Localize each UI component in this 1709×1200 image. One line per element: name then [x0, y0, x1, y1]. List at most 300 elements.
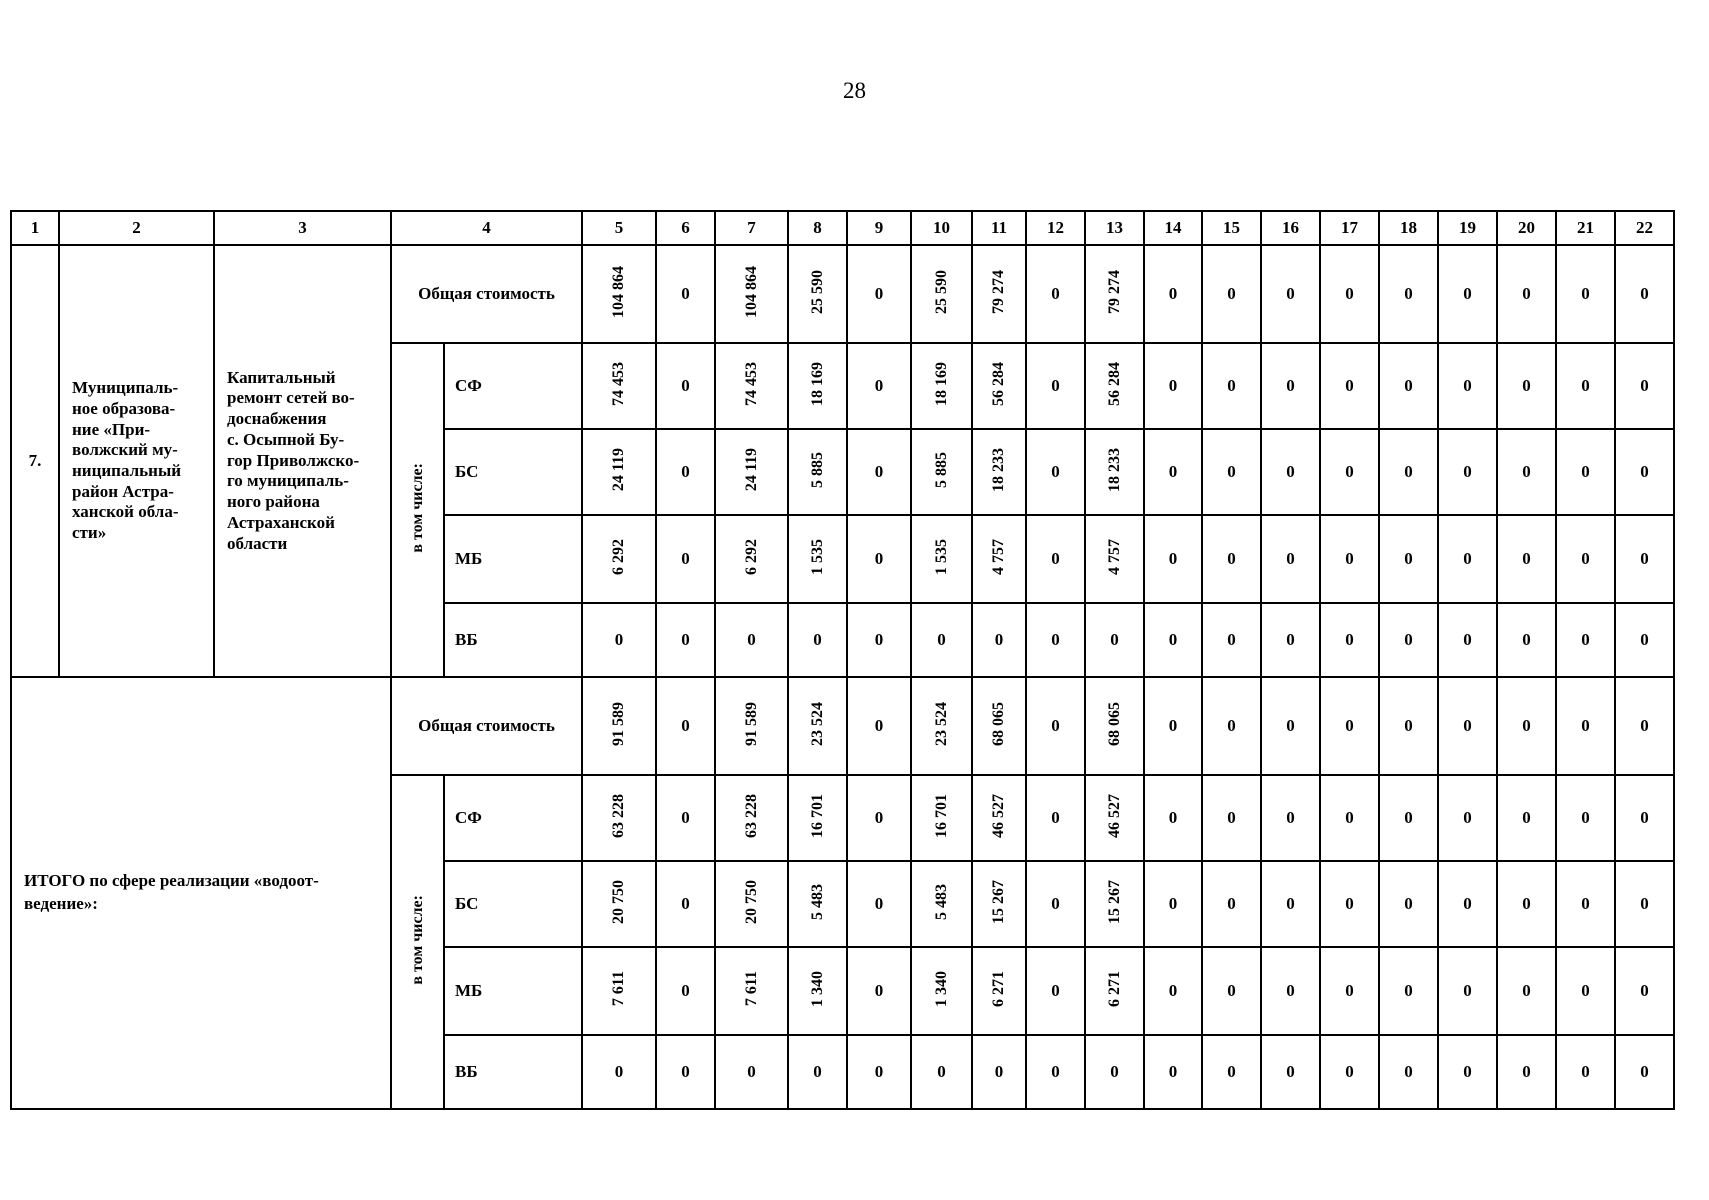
cell-value: 4 757	[1105, 538, 1123, 575]
including-label-cell	[391, 775, 444, 1109]
cell-value: 0	[1463, 284, 1472, 303]
value-cell	[1261, 861, 1320, 947]
value-cell	[1085, 677, 1144, 775]
cell-value: 0	[1640, 376, 1649, 395]
value-cell	[656, 1035, 715, 1109]
cell-value: 0	[1227, 981, 1236, 1000]
funding-source-label: БС	[444, 429, 582, 515]
column-header: 10	[911, 211, 972, 245]
value-cell	[1556, 429, 1615, 515]
value-cell	[582, 1035, 656, 1109]
value-cell	[1379, 343, 1438, 429]
value-cell	[1026, 861, 1085, 947]
value-cell	[1144, 245, 1202, 343]
value-cell	[715, 515, 788, 603]
cell-value: 0	[874, 376, 884, 395]
cell-value: 0	[1345, 1062, 1354, 1081]
value-cell	[1320, 603, 1379, 677]
value-cell	[1085, 515, 1144, 603]
cell-value: 6 271	[990, 970, 1007, 1007]
cell-value: 0	[1581, 981, 1590, 1000]
value-cell	[1085, 1035, 1144, 1109]
value-cell	[788, 947, 847, 1035]
cell-value: 0	[1286, 716, 1295, 735]
value-cell	[788, 515, 847, 603]
value-cell	[1615, 861, 1674, 947]
value-cell	[1085, 603, 1144, 677]
value-cell	[1556, 775, 1615, 861]
page-number: 28	[843, 78, 866, 103]
cell-value: 0	[1168, 981, 1178, 1000]
value-cell	[1144, 343, 1202, 429]
value-cell	[1026, 343, 1085, 429]
cell-value: 0	[1051, 549, 1060, 568]
value-cell	[582, 603, 656, 677]
cell-value: 0	[1463, 1062, 1472, 1081]
value-cell	[847, 1035, 911, 1109]
value-cell	[1497, 1035, 1556, 1109]
value-cell	[1556, 861, 1615, 947]
column-header: 20	[1497, 211, 1556, 245]
cell-value: 0	[1640, 462, 1649, 481]
value-cell	[1202, 677, 1261, 775]
value-cell	[1438, 429, 1497, 515]
value-cell	[788, 861, 847, 947]
funding-source-label: ВБ	[444, 603, 582, 677]
column-header: 5	[582, 211, 656, 245]
cell-value: 0	[1404, 716, 1413, 735]
cell-value: 0	[1286, 462, 1295, 481]
cell-value: 0	[1640, 894, 1649, 913]
cell-value: 0	[1286, 808, 1295, 827]
value-cell	[1379, 515, 1438, 603]
cell-value: 104 864	[742, 265, 760, 318]
cell-value: 0	[1051, 808, 1060, 827]
value-cell	[1497, 677, 1556, 775]
cell-value: 0	[1522, 808, 1531, 827]
cell-value: 0	[681, 376, 690, 395]
funding-source-label: МБ	[444, 515, 582, 603]
value-cell	[715, 775, 788, 861]
cell-value: 0	[1286, 894, 1295, 913]
value-cell	[1438, 677, 1497, 775]
cell-value: 0	[1581, 630, 1590, 649]
value-cell	[847, 515, 911, 603]
cell-value: 0	[1463, 981, 1472, 1000]
cell-value: 23 524	[808, 701, 826, 746]
cell-value: 0	[1168, 462, 1178, 481]
cell-value: 0	[1345, 716, 1354, 735]
value-cell	[1085, 245, 1144, 343]
value-cell	[1497, 775, 1556, 861]
value-cell	[1144, 429, 1202, 515]
cell-value: 0	[1404, 894, 1413, 913]
cell-value: 0	[1640, 630, 1649, 649]
value-cell	[1261, 343, 1320, 429]
cell-value: 0	[1581, 549, 1590, 568]
column-header: 13	[1085, 211, 1144, 245]
value-cell	[1261, 1035, 1320, 1109]
total-cost-label: Общая стоимость	[391, 245, 582, 343]
value-cell	[911, 861, 972, 947]
value-cell	[1261, 677, 1320, 775]
cell-value: 0	[1404, 462, 1413, 481]
cell-value: 0	[1227, 549, 1236, 568]
cell-value: 0	[1168, 284, 1178, 303]
value-cell	[1202, 947, 1261, 1035]
value-cell	[847, 603, 911, 677]
value-cell	[1320, 1035, 1379, 1109]
cell-value: 0	[1404, 981, 1413, 1000]
value-cell	[1438, 1035, 1497, 1109]
value-cell	[582, 343, 656, 429]
cell-value: 0	[1286, 284, 1295, 303]
cell-value: 0	[1227, 462, 1236, 481]
cell-value: 0	[874, 981, 884, 1000]
funding-source-label: БС	[444, 861, 582, 947]
value-cell	[1144, 515, 1202, 603]
cell-value: 0	[1522, 894, 1531, 913]
cell-value: 20 750	[742, 879, 760, 924]
value-cell	[715, 1035, 788, 1109]
value-cell	[1556, 515, 1615, 603]
cell-value: 4 757	[990, 538, 1007, 575]
cell-value: 0	[994, 630, 1004, 649]
cell-value: 1 535	[932, 538, 950, 575]
cell-value: 5 483	[932, 883, 950, 920]
cell-value: 0	[1345, 630, 1354, 649]
column-header: 19	[1438, 211, 1497, 245]
value-cell	[656, 947, 715, 1035]
value-cell	[1320, 429, 1379, 515]
value-cell	[1085, 775, 1144, 861]
cell-value: 5 885	[932, 451, 950, 488]
cell-value: 0	[1110, 1062, 1119, 1081]
cell-value: 0	[994, 1062, 1004, 1081]
total-cost-label: Общая стоимость	[391, 677, 582, 775]
cell-value: 0	[1581, 284, 1590, 303]
value-cell	[1379, 775, 1438, 861]
value-cell	[1497, 603, 1556, 677]
cell-value: 0	[1168, 716, 1178, 735]
value-cell	[788, 429, 847, 515]
value-cell	[1497, 343, 1556, 429]
cell-value: 5 885	[808, 451, 826, 488]
value-cell	[1320, 861, 1379, 947]
value-cell	[911, 603, 972, 677]
value-cell	[656, 775, 715, 861]
value-cell	[788, 677, 847, 775]
value-cell	[1556, 343, 1615, 429]
cell-value: 0	[1522, 376, 1531, 395]
column-header: 6	[656, 211, 715, 245]
value-cell	[911, 343, 972, 429]
cell-value: 0	[1286, 376, 1295, 395]
value-cell	[1379, 245, 1438, 343]
value-cell	[1497, 947, 1556, 1035]
cell-value: 0	[813, 1062, 822, 1081]
cell-value: 0	[1581, 716, 1590, 735]
cell-value: 0	[681, 716, 690, 735]
cell-value: 0	[1168, 1062, 1178, 1081]
value-cell	[1026, 677, 1085, 775]
value-cell	[972, 1035, 1026, 1109]
column-header: 2	[59, 211, 214, 245]
cell-value: 0	[1051, 716, 1060, 735]
value-cell	[847, 245, 911, 343]
value-cell	[1320, 775, 1379, 861]
column-header: 17	[1320, 211, 1379, 245]
cell-value: 16 701	[932, 793, 950, 838]
value-cell	[1320, 343, 1379, 429]
cell-value: 56 284	[1105, 361, 1123, 406]
value-cell	[1085, 429, 1144, 515]
value-cell	[1556, 677, 1615, 775]
cell-value: 0	[1522, 462, 1531, 481]
value-cell	[582, 677, 656, 775]
cell-value: 0	[1404, 376, 1413, 395]
value-cell	[1261, 947, 1320, 1035]
cell-value: 0	[1227, 376, 1236, 395]
cell-value: 0	[1227, 716, 1236, 735]
cell-value: 0	[1168, 549, 1178, 568]
value-cell	[972, 429, 1026, 515]
cell-value: 18 169	[808, 361, 826, 406]
cell-value: 0	[1286, 630, 1295, 649]
value-cell	[1261, 429, 1320, 515]
cell-value: 0	[1286, 981, 1295, 1000]
value-cell	[1615, 603, 1674, 677]
cell-value: 5 483	[808, 883, 826, 920]
value-cell	[582, 947, 656, 1035]
cell-value: 0	[1404, 1062, 1413, 1081]
cell-value: 0	[1227, 284, 1236, 303]
value-cell	[1556, 947, 1615, 1035]
cell-value: 74 453	[610, 361, 627, 406]
cell-value: 0	[1168, 808, 1178, 827]
value-cell	[715, 861, 788, 947]
cell-value: 91 589	[742, 701, 760, 746]
value-cell	[1615, 515, 1674, 603]
cell-value: 0	[1581, 808, 1590, 827]
cell-value: 25 590	[932, 269, 950, 314]
value-cell	[656, 515, 715, 603]
cell-value: 16 701	[808, 793, 826, 838]
cell-value: 0	[1522, 981, 1531, 1000]
cell-value: 0	[1345, 981, 1354, 1000]
column-header: 7	[715, 211, 788, 245]
value-cell	[715, 677, 788, 775]
value-cell	[1497, 429, 1556, 515]
cell-value: 46 527	[1105, 793, 1123, 838]
cell-value: 6 292	[610, 538, 627, 575]
column-header: 15	[1202, 211, 1261, 245]
funding-source-label: ВБ	[444, 1035, 582, 1109]
cell-value: 0	[874, 284, 884, 303]
value-cell	[1379, 947, 1438, 1035]
cell-value: 0	[874, 462, 884, 481]
value-cell	[1556, 1035, 1615, 1109]
cell-value: 56 284	[990, 361, 1007, 406]
table-row	[11, 245, 1674, 343]
cell-value: 0	[1463, 716, 1472, 735]
cell-value: 0	[937, 630, 946, 649]
cell-value: 74 453	[742, 361, 760, 406]
cell-value: 0	[874, 549, 884, 568]
cell-value: 0	[614, 630, 624, 649]
value-cell	[788, 775, 847, 861]
value-cell	[847, 775, 911, 861]
value-cell	[911, 515, 972, 603]
cell-value: 0	[937, 1062, 946, 1081]
value-cell	[911, 947, 972, 1035]
value-cell	[656, 429, 715, 515]
cell-value: 0	[1522, 284, 1531, 303]
cell-value: 0	[614, 1062, 624, 1081]
cell-value: 0	[1640, 716, 1649, 735]
value-cell	[972, 245, 1026, 343]
cell-value: 0	[874, 716, 884, 735]
value-cell	[1026, 515, 1085, 603]
column-header: 18	[1379, 211, 1438, 245]
value-cell	[972, 515, 1026, 603]
value-cell	[1320, 245, 1379, 343]
cell-value: 23 524	[932, 701, 950, 746]
value-cell	[847, 677, 911, 775]
value-cell	[1026, 603, 1085, 677]
value-cell	[1438, 947, 1497, 1035]
cell-value: 0	[681, 894, 690, 913]
value-cell	[1144, 861, 1202, 947]
funding-source-label: МБ	[444, 947, 582, 1035]
cell-value: 0	[874, 808, 884, 827]
cell-value: 0	[1051, 284, 1060, 303]
value-cell	[1202, 515, 1261, 603]
cell-value: 15 267	[1105, 879, 1123, 924]
value-cell	[1379, 861, 1438, 947]
value-cell	[1438, 603, 1497, 677]
cell-value: 0	[1051, 630, 1060, 649]
value-cell	[911, 1035, 972, 1109]
cell-value: 0	[1581, 462, 1590, 481]
cell-value: 1 340	[808, 970, 826, 1007]
value-cell	[1438, 245, 1497, 343]
funding-source-label: СФ	[444, 343, 582, 429]
value-cell	[847, 429, 911, 515]
value-cell	[1144, 1035, 1202, 1109]
value-cell	[911, 429, 972, 515]
value-cell	[1202, 1035, 1261, 1109]
value-cell	[1438, 343, 1497, 429]
value-cell	[656, 603, 715, 677]
value-cell	[1497, 861, 1556, 947]
cell-value: 0	[1404, 284, 1413, 303]
value-cell	[582, 861, 656, 947]
cell-value: 0	[747, 630, 756, 649]
cell-value: 0	[1640, 549, 1649, 568]
value-cell	[656, 861, 715, 947]
cell-value: 0	[681, 808, 690, 827]
value-cell	[1379, 677, 1438, 775]
cell-value: 63 228	[742, 793, 760, 838]
cell-value: 0	[1463, 894, 1472, 913]
column-header: 11	[972, 211, 1026, 245]
value-cell	[1438, 861, 1497, 947]
value-cell	[1144, 947, 1202, 1035]
column-header: 1	[11, 211, 59, 245]
value-cell	[1261, 603, 1320, 677]
value-cell	[972, 947, 1026, 1035]
value-cell	[1085, 343, 1144, 429]
cell-value: 104 864	[610, 265, 627, 318]
cell-value: 0	[874, 894, 884, 913]
value-cell	[972, 603, 1026, 677]
value-cell	[847, 861, 911, 947]
cell-value: 0	[1168, 376, 1178, 395]
including-label: в том числе:	[408, 894, 426, 985]
value-cell	[715, 245, 788, 343]
cell-value: 0	[1227, 630, 1236, 649]
cell-value: 0	[1581, 894, 1590, 913]
cell-value: 79 274	[990, 269, 1007, 314]
value-cell	[1202, 343, 1261, 429]
value-cell	[1261, 515, 1320, 603]
value-cell	[1085, 947, 1144, 1035]
value-cell	[1556, 245, 1615, 343]
value-cell	[788, 1035, 847, 1109]
cell-value: 0	[1227, 894, 1236, 913]
cell-value: 0	[1345, 376, 1354, 395]
value-cell	[1438, 775, 1497, 861]
value-cell	[656, 245, 715, 343]
value-cell	[1320, 515, 1379, 603]
value-cell	[1085, 861, 1144, 947]
value-cell	[1615, 429, 1674, 515]
value-cell	[1202, 861, 1261, 947]
value-cell	[847, 947, 911, 1035]
cell-value: 0	[1051, 981, 1060, 1000]
cell-value: 0	[681, 462, 690, 481]
value-cell	[911, 775, 972, 861]
cell-value: 1 535	[808, 538, 826, 575]
value-cell	[1026, 775, 1085, 861]
cell-value: 0	[1522, 1062, 1531, 1081]
cell-value: 1 340	[932, 970, 950, 1007]
cell-value: 0	[1640, 1062, 1649, 1081]
value-cell	[1261, 775, 1320, 861]
cell-value: 0	[1110, 630, 1119, 649]
cell-value: 0	[681, 284, 690, 303]
value-cell	[911, 677, 972, 775]
column-header: 9	[847, 211, 911, 245]
table-row	[11, 677, 1674, 775]
financing-table	[10, 210, 1675, 1110]
value-cell	[1615, 343, 1674, 429]
value-cell	[715, 947, 788, 1035]
value-cell	[911, 245, 972, 343]
cell-value: 0	[874, 1062, 884, 1081]
value-cell	[582, 245, 656, 343]
value-cell	[972, 343, 1026, 429]
column-header: 8	[788, 211, 847, 245]
cell-value: 0	[1286, 1062, 1295, 1081]
column-header: 16	[1261, 211, 1320, 245]
cell-value: 63 228	[610, 793, 627, 838]
value-cell	[1615, 947, 1674, 1035]
cell-value: 6 271	[1105, 970, 1123, 1007]
cell-value: 0	[1463, 462, 1472, 481]
cell-value: 0	[1227, 808, 1236, 827]
